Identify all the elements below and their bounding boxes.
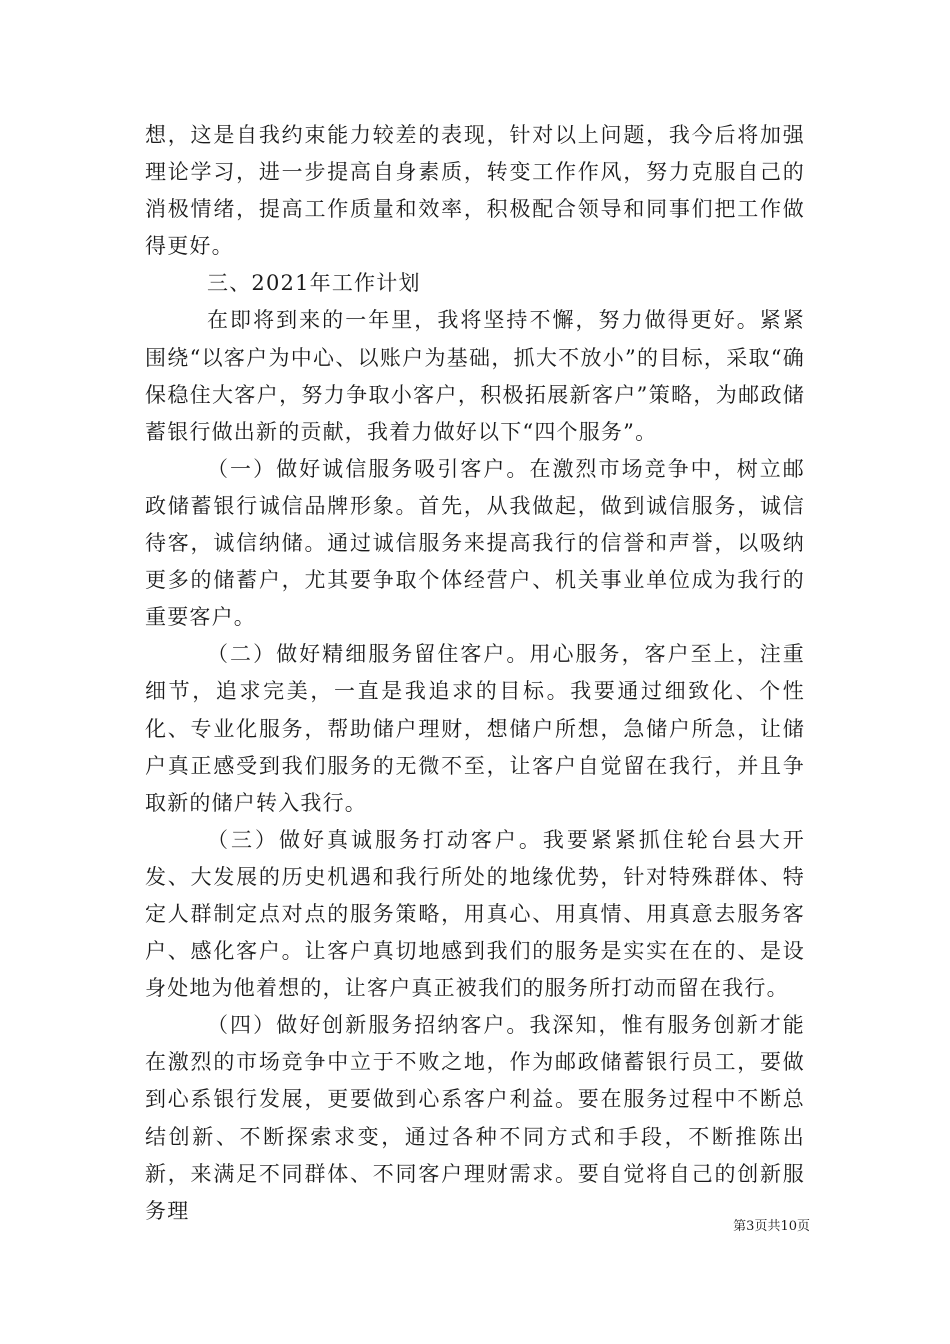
section-heading: 三、2021年工作计划 — [207, 271, 421, 296]
paragraph-intro: 在即将到来的一年里，我将坚持不懈，努力做得更好。紧紧围绕“以客户为中心、以账户为基础，抓大不放小”的目标，采取“确保稳住大客户，努力争取小客户，积极拓展新客户”策略，为邮政储蓄银行做出新的贡献，我着力做好以下“四个服务”。 — [145, 308, 805, 444]
paragraph-continuation: 想，这是自我约束能力较差的表现，针对以上问题，我今后将加强理论学习，进一步提高自身素质，转变工作作风，努力克服自己的消极情绪，提高工作质量和效率，积极配合领导和同事们把工作做得更好。 — [145, 123, 805, 259]
page-number: 第3页共10页 — [733, 1219, 810, 1234]
paragraph-item-4: （四）做好创新服务招纳客户。我深知，惟有服务创新才能在激烈的市场竞争中立于不败之地，作为邮政储蓄银行员工，要做到心系银行发展，更要做到心系客户利益。要在服务过程中不断总结创新、不断探索求变，通过各种不同方式和手段，不断推陈出新，来满足不同群体、不同客户理财需求。要自觉将自己的创新服务理 — [145, 1013, 805, 1223]
paragraph-item-1: （一）做好诚信服务吸引客户。在激烈市场竞争中，树立邮政储蓄银行诚信品牌形象。首先，从我做起，做到诚信服务，诚信待客，诚信纳储。通过诚信服务来提高我行的信誉和声誉，以吸纳更多的储蓄户，尤其要争取个体经营户、机关事业单位成为我行的重要客户。 — [145, 456, 805, 630]
paragraph-item-2: （二）做好精细服务留住客户。用心服务，客户至上，注重细节，追求完美，一直是我追求的目标。我要通过细致化、个性化、专业化服务，帮助储户理财，想储户所想，急储户所急，让储户真正感受到我们服务的无微不至，让客户自觉留在我行，并且争取新的储户转入我行。 — [145, 642, 805, 815]
paragraph-item-3: （三）做好真诚服务打动客户。我要紧紧抓住轮台县大开发、大发展的历史机遇和我行所处的地缘优势，针对特殊群体、特定人群制定点对点的服务策略，用真心、用真情、用真意去服务客户、感化客户。让客户真切地感到我们的服务是实实在在的、是设身处地为他着想的，让客户真正被我们的服务所打动而留在我行。 — [145, 827, 805, 1001]
document-body — [145, 117, 805, 1230]
